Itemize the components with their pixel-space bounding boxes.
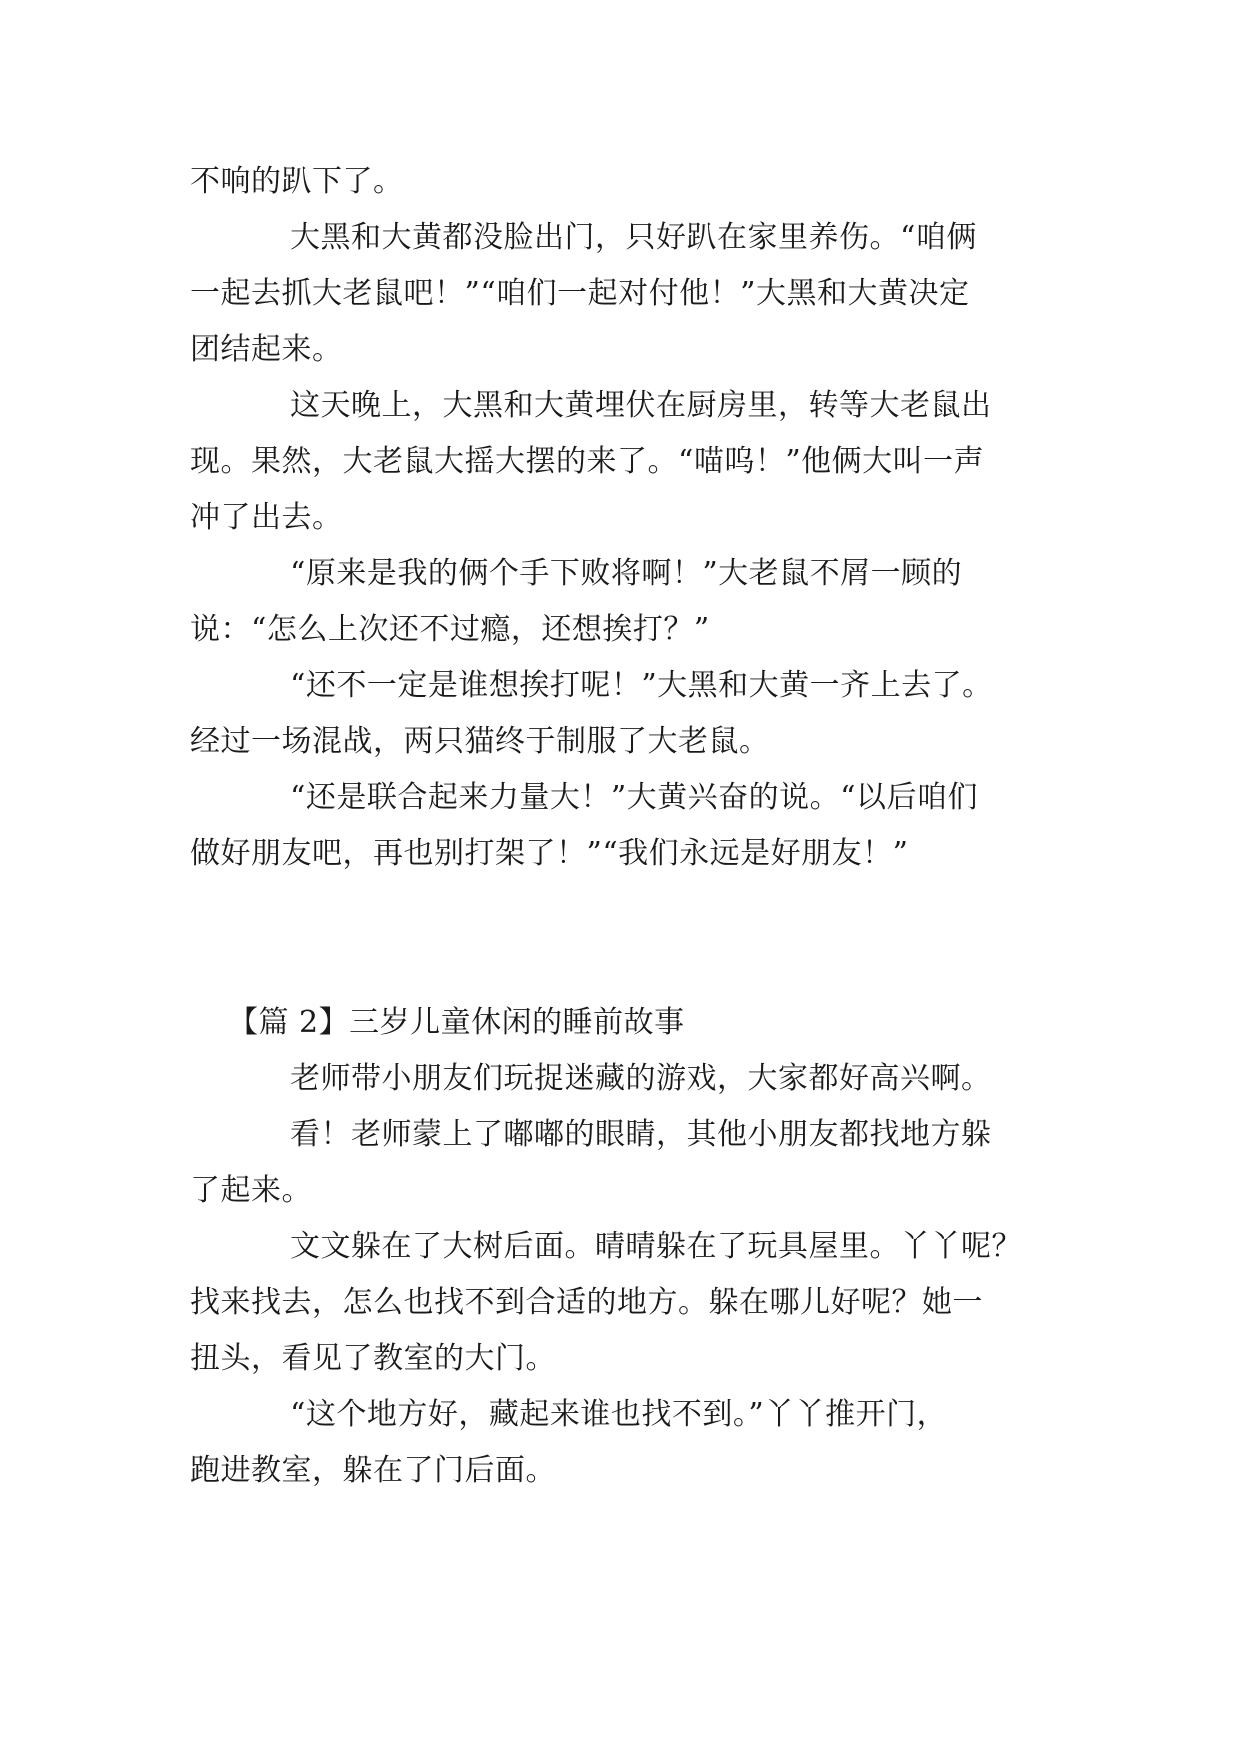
paragraph-line: 说：“怎么上次还不过瘾，还想挨打？” [190, 612, 710, 647]
paragraph-line: 文文躲在了大树后面。晴晴躲在了玩具屋里。丫丫呢？ [290, 1229, 1022, 1264]
paragraph-line: “原来是我的俩个手下败将啊！”大老鼠不屑一顾的 [290, 556, 963, 591]
paragraph-line: 大黑和大黄都没脸出门，只好趴在家里养伤。“咱俩 [290, 220, 977, 255]
paragraph-line: 找来找去，怎么也找不到合适的地方。躲在哪儿好呢？她一 [190, 1285, 983, 1320]
paragraph-line: 经过一场混战，两只猫终于制服了大老鼠。 [190, 724, 770, 759]
paragraph-line: “还是联合起来力量大！”大黄兴奋的说。“以后咱们 [290, 780, 979, 815]
paragraph-line: 看！老师蒙上了嘟嘟的眼睛，其他小朋友都找地方躲 [290, 1117, 992, 1152]
paragraph-line: 扭头，看见了教室的大门。 [190, 1341, 556, 1376]
paragraph-line: 冲了出去。 [190, 500, 343, 535]
paragraph-line: 不响的趴下了。 [190, 164, 404, 199]
paragraph-line: 跑进教室，躲在了门后面。 [190, 1453, 556, 1488]
section-heading: 【篇 2】三岁儿童休闲的睡前故事 [228, 1005, 685, 1040]
paragraph-line: “还不一定是谁想挨打呢！”大黑和大黄一齐上去了。 [290, 668, 993, 703]
paragraph-line: 老师带小朋友们玩捉迷藏的游戏，大家都好高兴啊。 [290, 1061, 992, 1096]
paragraph-line: “这个地方好，藏起来谁也找不到。”丫丫推开门， [290, 1397, 948, 1432]
paragraph-line: 了起来。 [190, 1173, 312, 1208]
paragraph-line: 一起去抓大老鼠吧！”“咱们一起对付他！”大黑和大黄决定 [190, 276, 970, 311]
paragraph-line: 现。果然，大老鼠大摇大摆的来了。“喵呜！”他俩大叫一声 [190, 444, 985, 479]
paragraph-line: 这天晚上，大黑和大黄埋伏在厨房里，转等大老鼠出 [290, 388, 992, 423]
paragraph-line: 做好朋友吧，再也别打架了！”“我们永远是好朋友！” [190, 836, 909, 871]
paragraph-line: 团结起来。 [190, 332, 343, 367]
